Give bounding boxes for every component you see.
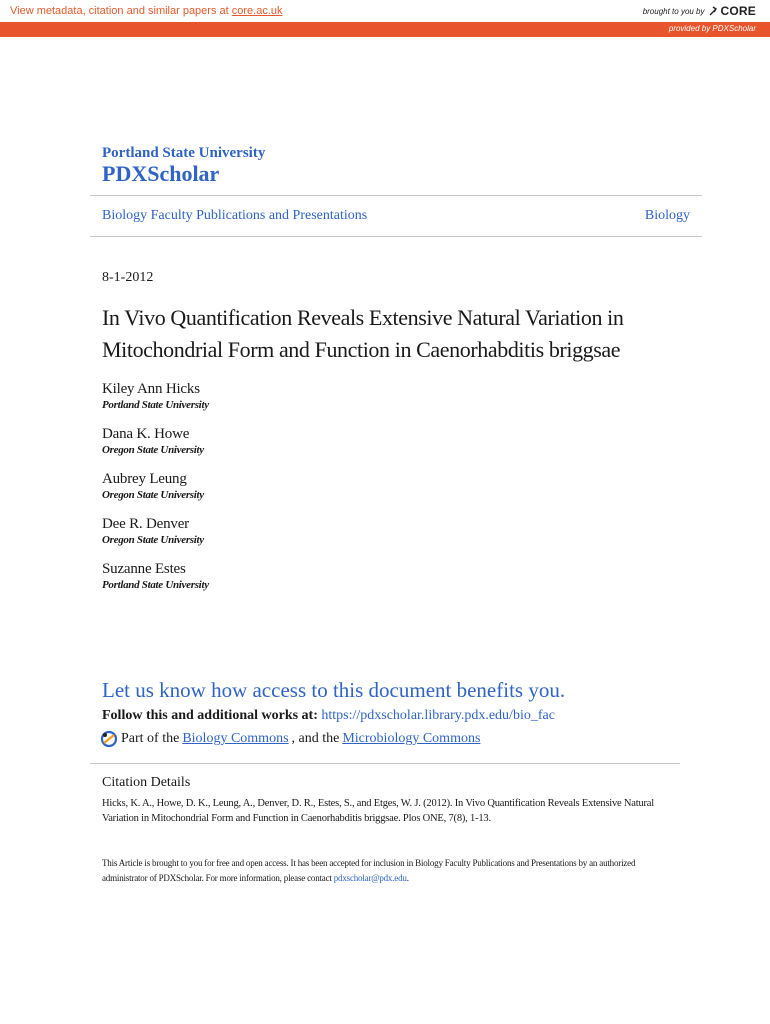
article-title: In Vivo Quantification Reveals Extensive Natural Variation in Mitochondrial Form and Function in Caenorhabditis briggsae bbox=[102, 305, 624, 362]
core-brought-by[interactable] bbox=[643, 4, 756, 18]
citation-text: Hicks, K. A., Howe, D. K., Leung, A., Denver, D. R., Estes, S., and Etges, W. J. (2012). In Vivo Quantification Reveals Extensive Natural Variation in Mitochondrial Form and Function in Caenorhabditis briggsae. Plos ONE, 7(8), 1-13. bbox=[102, 798, 654, 824]
breadcrumb-department-link[interactable]: Biology bbox=[644, 208, 690, 223]
author-affiliation: Portland State University bbox=[102, 399, 209, 411]
access-notice bbox=[102, 856, 662, 886]
notice-text: This Article is brought to you for free and open access. It has been accepted for inclusion in Biology Faculty Publications and Presentations by an authorized administrator of PDXScholar. For more information, please contact bbox=[102, 858, 636, 883]
author-entry bbox=[102, 380, 209, 425]
repository-name[interactable]: PDXScholar bbox=[102, 161, 220, 186]
core-logo-text: CORE bbox=[720, 4, 756, 18]
citation-divider bbox=[90, 763, 680, 764]
divider-top bbox=[90, 195, 702, 196]
core-metadata-link[interactable]: core.ac.uk bbox=[231, 5, 283, 17]
author-affiliation: Oregon State University bbox=[102, 489, 204, 501]
divider-bottom bbox=[90, 236, 702, 237]
author-name: Kiley Ann Hicks bbox=[102, 381, 200, 397]
network-icon bbox=[100, 730, 118, 748]
core-logo-icon bbox=[708, 5, 718, 17]
core-metadata-prefix: View metadata, citation and similar papers at bbox=[10, 5, 232, 17]
university-name[interactable]: Portland State University bbox=[102, 145, 266, 161]
author-entry bbox=[102, 560, 209, 605]
author-name: Dee R. Denver bbox=[102, 516, 189, 532]
contact-email-link[interactable]: pdxscholar@pdx.edu bbox=[333, 873, 407, 883]
biology-commons-link[interactable]: Biology Commons bbox=[182, 731, 289, 746]
core-orange-bar bbox=[0, 22, 770, 37]
citation-heading: Citation Details bbox=[102, 775, 191, 790]
author-name: Aubrey Leung bbox=[102, 471, 187, 487]
part-of-line bbox=[100, 730, 480, 748]
notice-suffix: . bbox=[406, 873, 409, 883]
part-of-prefix: Part of the bbox=[121, 731, 180, 746]
author-affiliation: Oregon State University bbox=[102, 444, 204, 456]
author-entry bbox=[102, 515, 209, 560]
microbiology-commons-link[interactable]: Microbiology Commons bbox=[342, 731, 481, 746]
author-name: Suzanne Estes bbox=[102, 561, 186, 577]
core-header bbox=[0, 0, 770, 22]
author-affiliation: Oregon State University bbox=[102, 534, 204, 546]
feedback-link[interactable]: Let us know how access to this document benefits you. bbox=[102, 678, 566, 702]
follow-label: Follow this and additional works at: bbox=[102, 708, 318, 723]
breadcrumb-collection-link[interactable]: Biology Faculty Publications and Presentations bbox=[102, 208, 368, 223]
author-entry bbox=[102, 470, 209, 515]
publication-date: 8-1-2012 bbox=[102, 270, 154, 285]
core-metadata-line bbox=[10, 5, 283, 17]
follow-line bbox=[102, 708, 555, 724]
commons-separator: , and the bbox=[291, 731, 340, 746]
follow-url-link[interactable]: https://pdxscholar.library.pdx.edu/bio_fac bbox=[321, 708, 555, 723]
provided-by-label: provided by PDXScholar bbox=[668, 24, 756, 33]
author-name: Dana K. Howe bbox=[102, 426, 190, 442]
author-affiliation: Portland State University bbox=[102, 579, 209, 591]
author-list bbox=[102, 380, 209, 605]
author-entry bbox=[102, 425, 209, 470]
brought-to-you-label: brought to you by bbox=[642, 6, 705, 16]
